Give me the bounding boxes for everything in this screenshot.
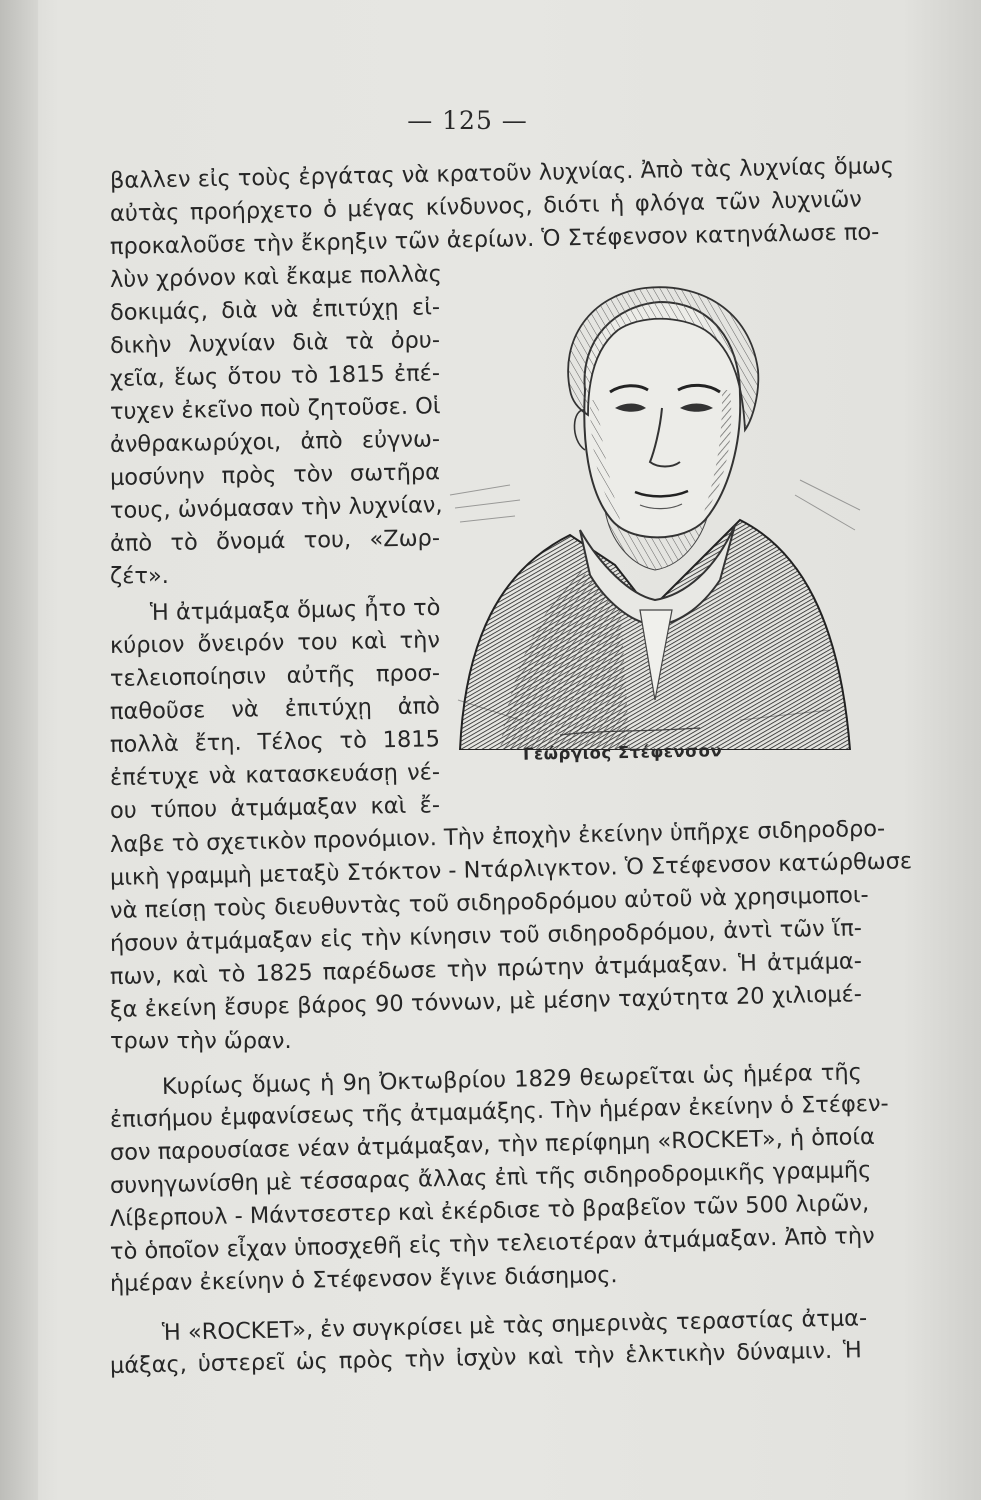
text-line: πολλὰ ἔτη. Τέλος τὸ 1815 — [109, 726, 441, 758]
text-line: λαβε τὸ σχετικὸν προνόμιον. Τὴν ἐποχὴν ἐκείνην ὑπῆρχε σιδηροδρο- — [109, 815, 886, 858]
page-number: — 125 — — [407, 106, 528, 135]
portrait-engraving — [440, 280, 868, 750]
text-line: μοσύνην πρὸς τὸν σωτῆρα — [109, 459, 441, 491]
text-line: ζέτ». — [110, 563, 169, 589]
portrait-caption: Γεώργιος Στέφενσον — [522, 741, 723, 764]
text-line: τὸ ὁποῖον εἶχαν ὑποσχεθῆ εἰς τὴν τελειοτέραν ἀτμάμαξαν. Ἀπὸ τὴν — [109, 1222, 875, 1265]
text-line: ήσουν ἀτμάμαξαν εἰς τὴν κίνησιν τοῦ σιδηροδρόμου, ἀντὶ τῶν ἵπ- — [109, 915, 863, 957]
text-line: τους, ὠνόμασαν τὴν λυχνίαν, — [109, 492, 443, 524]
text-line: ἀνθρακωρύχοι, ἀπὸ εὐγνω- — [109, 426, 441, 458]
text-line: ἐπισήμου ἐμφανίσεως τῆς ἀτμαμάξης. Τὴν ἡμέραν ἐκείνην ὁ Στέφεν- — [109, 1090, 889, 1133]
text-line: τελειοποίησιν αὐτῆς προσ- — [109, 660, 441, 692]
text-line: ἡμέραν ἐκείνην ὁ Στέφενσον ἔγινε διάσημος. — [109, 1262, 618, 1297]
text-line: μικὴ γραμμὴ μεταξὺ Στόκτον - Ντάρλιγκτον. Ὁ Στέφενσον κατώρθωσε — [109, 848, 913, 891]
page-gutter — [0, 0, 38, 1500]
text-line: λὺν χρόνον καὶ ἔκαμε πολλὰς — [109, 261, 443, 293]
text-line: αὐτὰς προήρχετο ὁ μέγας κίνδυνος, διότι ἡ φλόγα τῶν λυχνιῶν — [109, 186, 863, 227]
text-line: δικὴν λυχνίαν διὰ τὰ ὀρυ- — [109, 327, 441, 359]
text-line: πων, καὶ τὸ 1825 παρέδωσε τὴν πρώτην ἀτμάμαξαν. Ἡ ἀτμάμα- — [109, 948, 863, 990]
text-line: νὰ πείσῃ τοὺς διευθυντὰς τοῦ σιδηροδρόμου αὐτοῦ νὰ χρησιμοποι- — [109, 882, 869, 924]
text-line: ἐπέτυχε νὰ κατασκευάσῃ νέ- — [109, 759, 441, 791]
text-line: δοκιμάς, διὰ νὰ ἐπιτύχῃ εἰ- — [109, 294, 441, 326]
text-line: τρων τὴν ὥραν. — [110, 1028, 292, 1054]
text-line: βαλλεν εἰς τοὺς ἐργάτας νὰ κρατοῦν λυχνίας. Ἀπὸ τὰς λυχνίας ὅμως — [109, 152, 895, 194]
text-line: τυχεν ἐκεῖνο ποὺ ζητοῦσε. Οἱ — [109, 393, 441, 425]
text-line: συνηγωνίσθη μὲ τέσσαρας ἄλλας ἐπὶ τῆς σιδηροδρομικῆς γραμμῆς — [109, 1157, 872, 1199]
text-line: μάξας, ὑστερεῖ ὡς πρὸς τὴν ἰσχὺν καὶ τὴν ἑλκτικὴν δύναμιν. Ἡ — [109, 1337, 863, 1379]
text-line: παθοῦσε νὰ ἐπιτύχῃ ἀπὸ — [109, 693, 441, 725]
text-line: προκαλοῦσε τὴν ἔκρηξιν τῶν ἀερίων. Ὁ Στέφενσον κατηνάλωσε πο- — [109, 219, 880, 260]
text-line: κύριον ὄνειρόν του καὶ τὴν — [109, 627, 441, 659]
paragraph-start-line: Κυρίως ὅμως ἡ 9η Ὀκτωβρίου 1829 θεωρεῖται ὡς ἡμέρα τῆς — [161, 1059, 863, 1100]
text-line: ξα ἐκείνη ἔσυρε βάρος 90 τόννων, μὲ μέσην ταχύτητα 20 χιλιομέ- — [109, 981, 863, 1023]
text-line: ἀπὸ τὸ ὄνομά του, «Ζωρ- — [109, 525, 441, 557]
paragraph-start-line: Ἡ ἀτμάμαξα ὅμως ἦτο τὸ — [149, 594, 441, 626]
text-line: χεῖα, ἕως ὅτου τὸ 1815 ἐπέ- — [109, 360, 441, 392]
text-line: σον παρουσίασε νέαν ἀτμάμαξαν, τὴν περίφημη «ROCKET», ἡ ὁποία — [109, 1123, 876, 1166]
text-line: ου τύπου ἀτμάμαξαν καὶ ἔ- — [109, 792, 441, 824]
text-line: Λίβερπουλ - Μάντσεστερ καὶ ἐκέρδισε τὸ βραβεῖον τῶν 500 λιρῶν, — [109, 1190, 870, 1232]
paragraph-start-line: Ἡ «ROCKET», ἐν συγκρίσει μὲ τὰς σημερινὰς τεραστίας ἀτμα- — [161, 1305, 868, 1346]
